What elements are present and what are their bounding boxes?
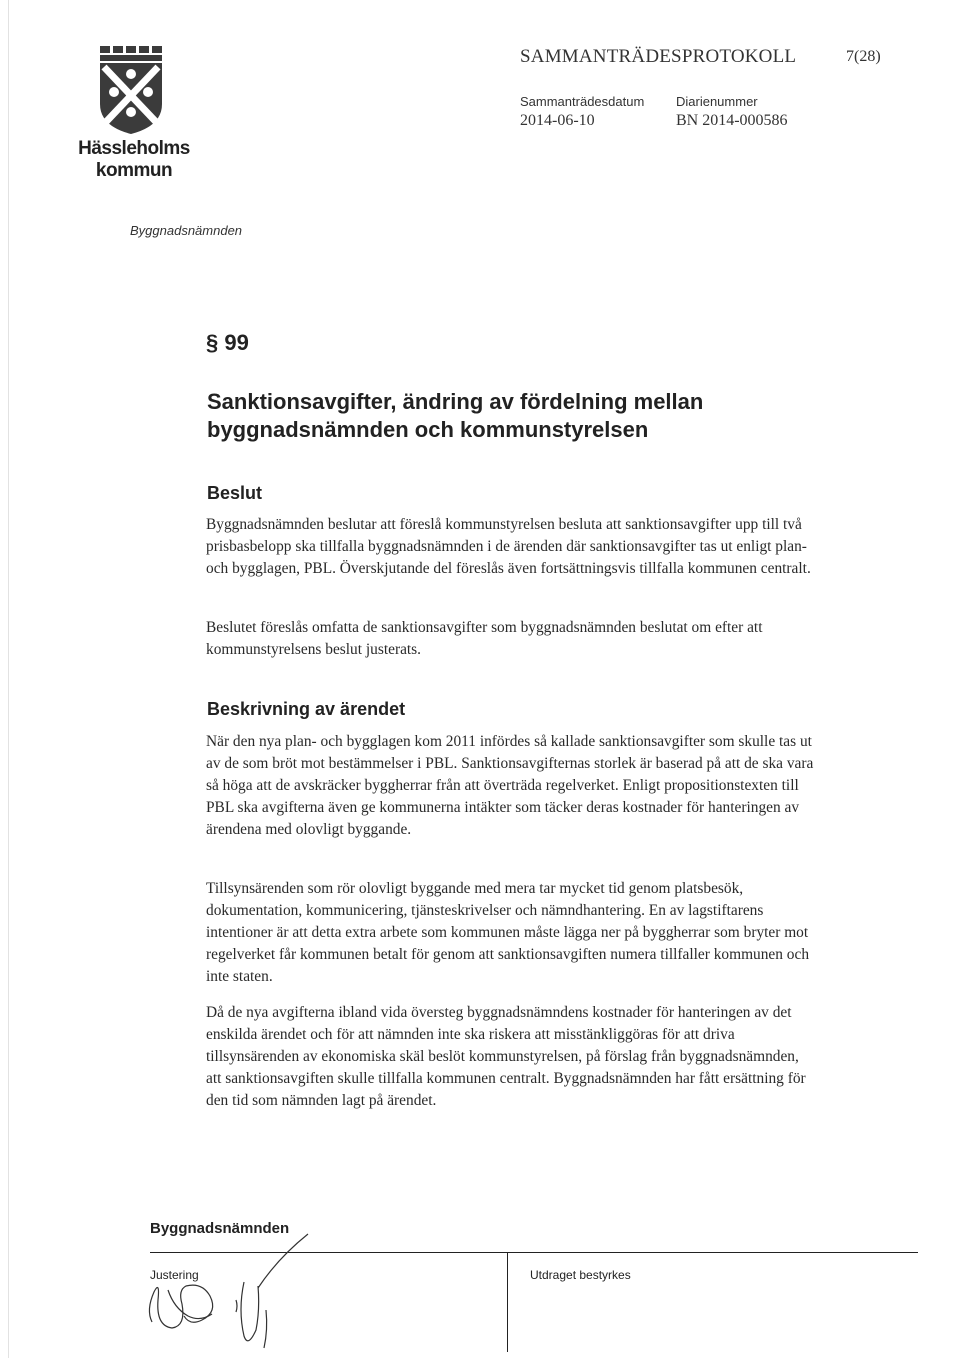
verification-label: Utdraget bestyrkes (530, 1268, 631, 1282)
document-type: SAMMANTRÄDESPROTOKOLL (520, 46, 797, 67)
description-paragraph: När den nya plan- och bygglagen kom 2011 infördes så kallade sanktionsavgifter som skulle tas ut av de som bröt mot bestämmelser i PBL. Sanktionsavgifternas storlek är baserad på att de ska vara så höga att de avskräcker byggherrar från att överträda regelverket. Enligt propositionstexten till PBL ska avgifterna även ge kommunerna intäkter som täcker deras kostnader för hanteringen av ärendena med olovligt byggande. (206, 733, 814, 838)
description-paragraph: Tillsynsärenden som rör olovligt byggande med mera tar mycket tid genom platsbesök, dokumentation, kommunicering, tjänsteskrivelser och nämndhantering. En av lagstiftarens intentioner är att detta extra arbete som kommunen måste lägga ner på byggherrar som bryter mot regelverket får kommunen betalt för genom att sanktionsavgiften numera tillfaller kommunen och inte staten. (206, 880, 810, 985)
handwritten-signature (138, 1230, 318, 1350)
municipality-name: Hässleholms kommun (78, 138, 190, 181)
footer-board-name: Byggnadsnämnden (150, 1220, 290, 1237)
description-heading: Beskrivning av ärendet (207, 699, 406, 719)
registration-number-value: BN 2014-000586 (676, 112, 788, 129)
meeting-date-value: 2014-06-10 (520, 112, 595, 129)
board-name: Byggnadsnämnden (130, 223, 243, 238)
page-number: 7(28) (846, 48, 881, 65)
registration-number-label: Diarienummer (676, 94, 758, 109)
page-edge (8, 0, 9, 1358)
decision-heading: Beslut (207, 483, 263, 503)
description-paragraph: Då de nya avgifterna ibland vida översteg byggnadsnämndens kostnader för hanteringen av det enskilda ärendet och för att nämnden inte ska riskera att misstänkliggöras för att driva tillsynsärenden av ekonomiska skäl beslöt kommunstyrelsen, på förslag från byggnadsnämnden, att sanktionsavgiften skulle tillfalla kommunen centralt. Byggnadsnämnden har fått ersättning för den tid som nämnden lagt på ärendet. (206, 1004, 806, 1109)
decision-paragraph: Beslutet föreslås omfatta de sanktionsavgifter som byggnadsnämnden beslutat om efter att kommunstyrelsens beslut justerats. (206, 619, 763, 658)
decision-paragraph: Byggnadsnämnden beslutar att föreslå kommunstyrelsen besluta att sanktionsavgifter upp till två prisbasbelopp ska tillfalla byggnadsnämnden i de ärenden där sanktionsavgifter tas ut enligt plan- och bygglagen, PBL. Överskjutande del föreslås även fortsättningsvis tillfalla kommunen centralt. (206, 516, 811, 577)
footer-column-divider (507, 1252, 508, 1352)
justering-label: Justering (150, 1268, 199, 1282)
paragraph-number: § 99 (206, 330, 249, 355)
coat-of-arms-icon (96, 46, 168, 136)
item-title: Sanktionsavgifter, ändring av fördelning mellan byggnadsnämnden och kommunstyrelsen (207, 389, 704, 442)
meeting-date-label: Sammanträdesdatum (520, 94, 645, 109)
